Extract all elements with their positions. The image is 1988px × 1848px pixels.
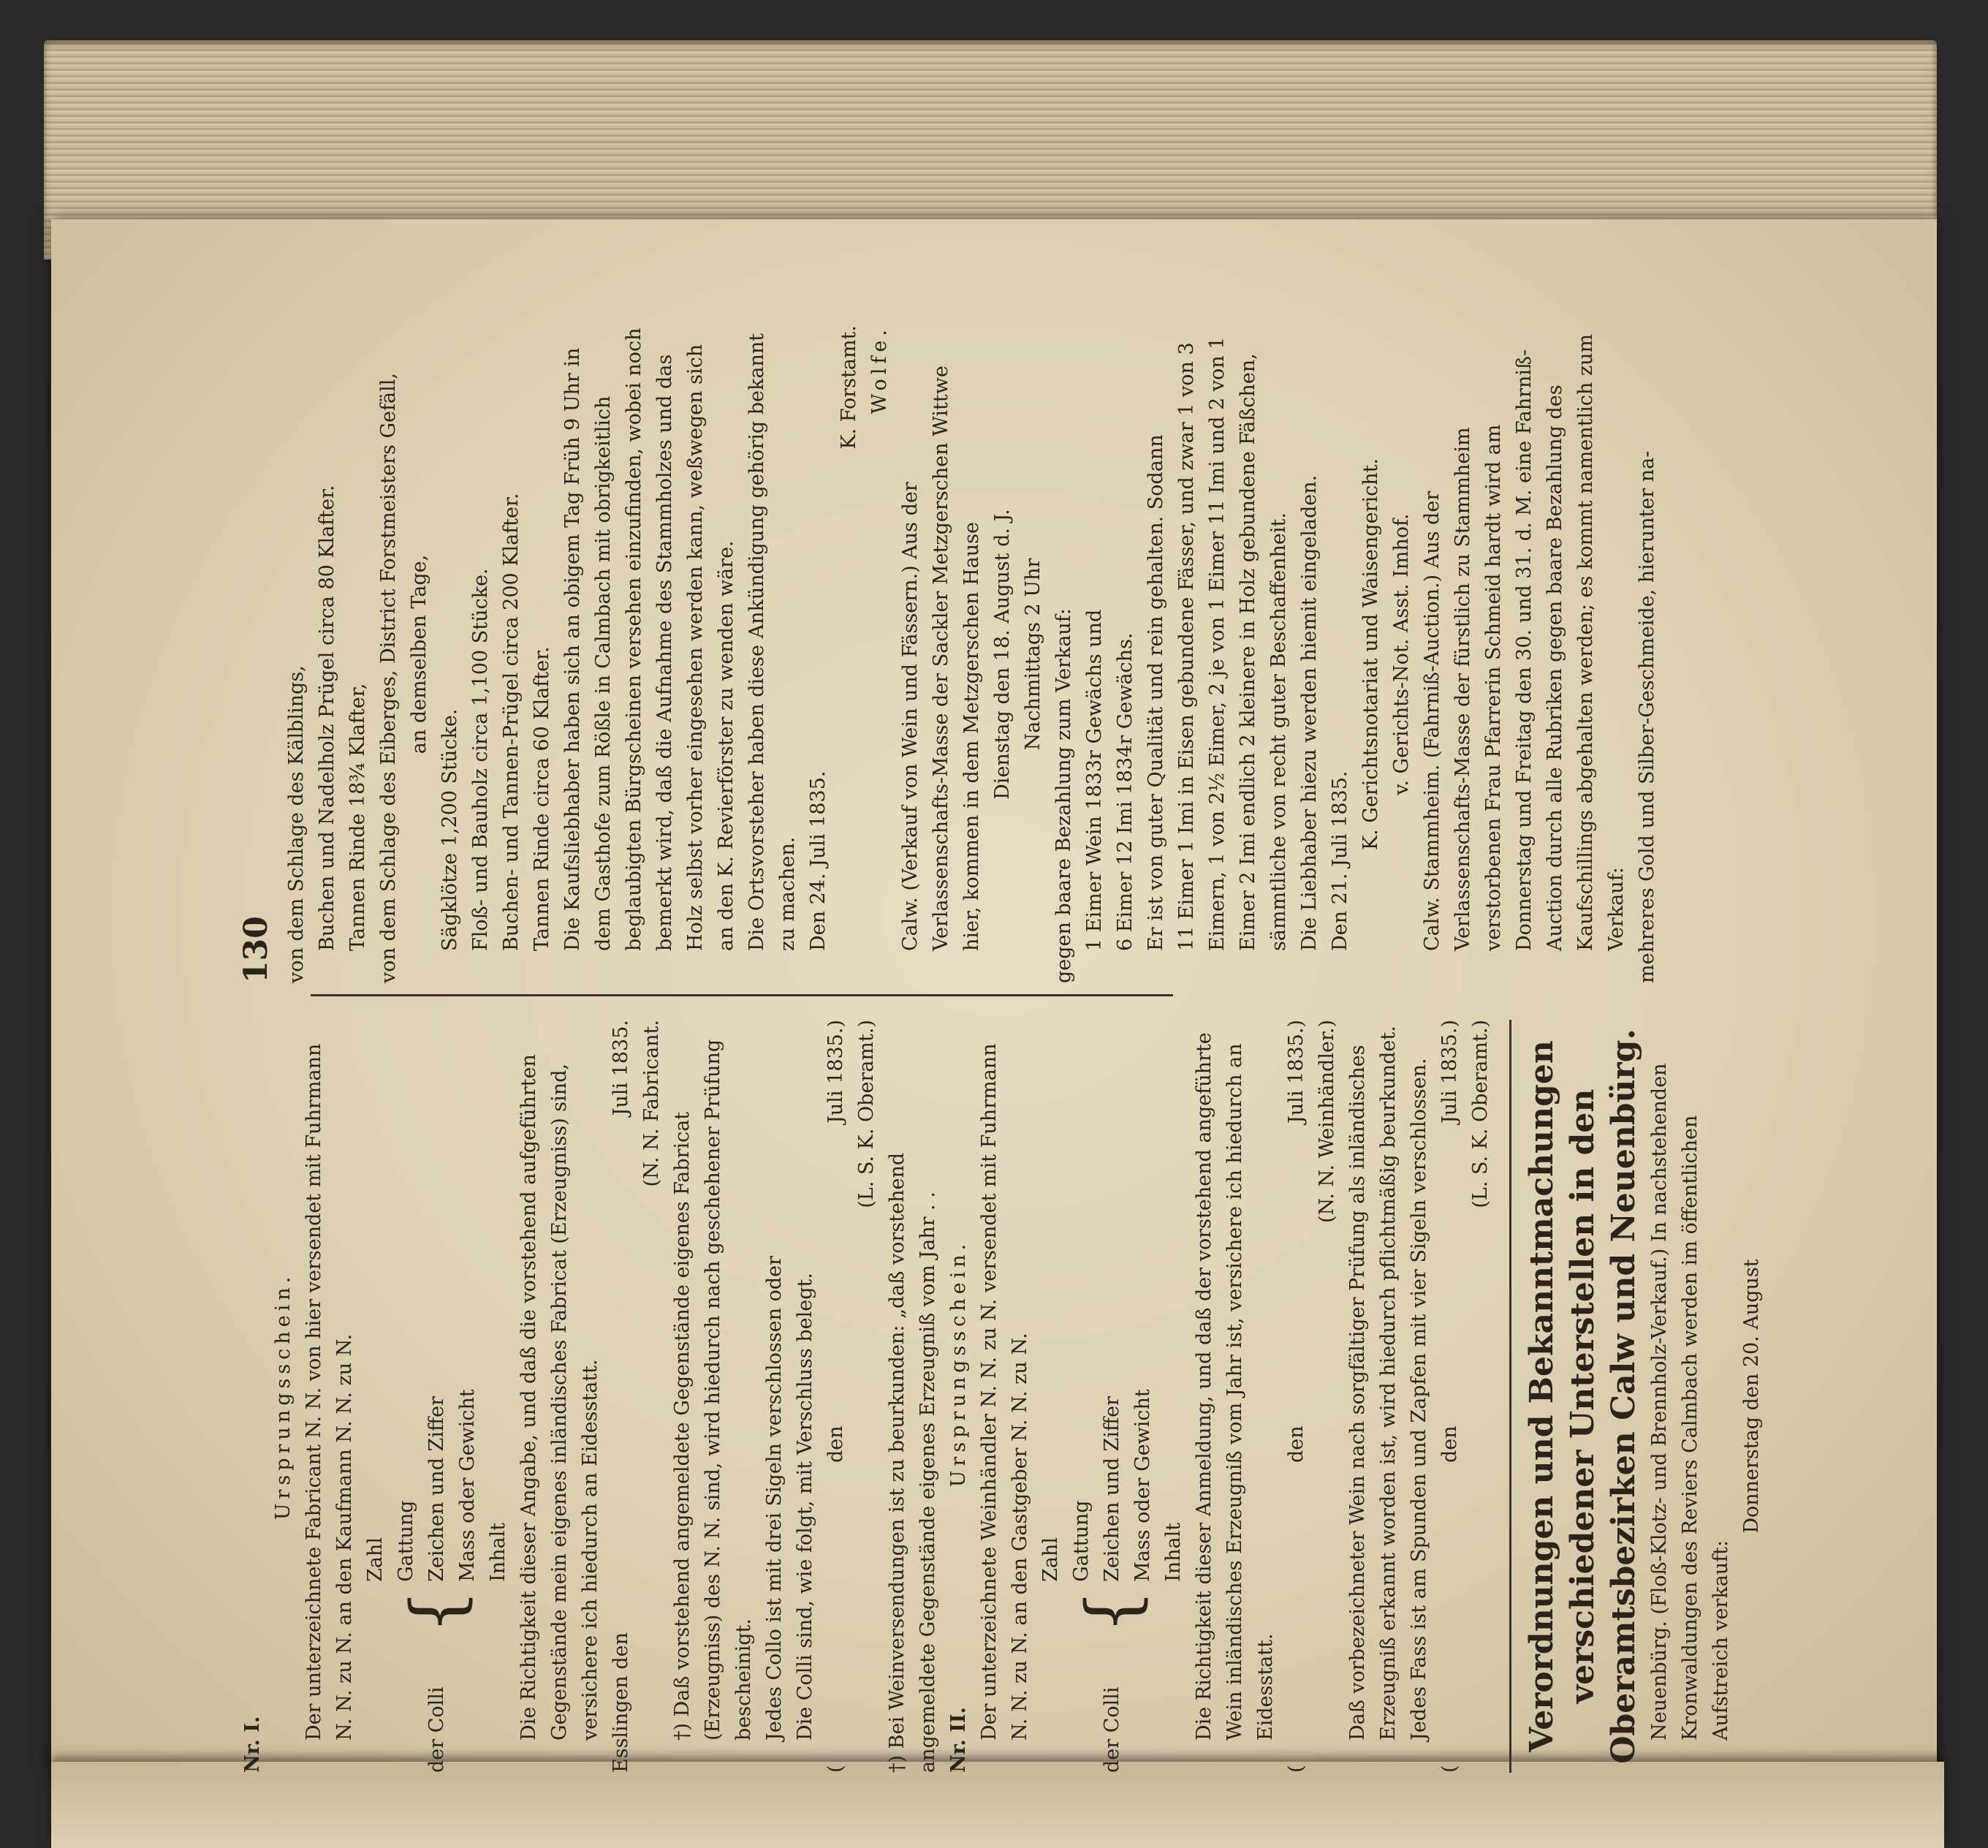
p6: †) Bei Weinversendungen ist zu beurkunden: „daß vorstehend angemeldete Gegenstände eigenes Erzeugniß vom Jahr . . <box>886 1152 939 1773</box>
rotated-page-content <box>238 325 1763 1773</box>
right-column <box>281 325 1658 983</box>
r2: Buchen und Nadelholz Prügel circa 80 Klafter. <box>316 485 338 951</box>
date2: Juli 1835.) <box>824 1020 847 1124</box>
date1: Juli 1835. <box>610 1020 632 1116</box>
sig2: (N. N. Weinhändler.) <box>1316 1020 1338 1224</box>
date-row-2: ( den Juli 1835.) <box>821 1020 851 1773</box>
r21: Er ist von guter Qualität und rein gehalten. Sodann <box>1145 434 1167 951</box>
brace-glyph: { <box>396 1588 478 1634</box>
nr2: Nr. II. <box>947 1707 970 1773</box>
r8: Buchen- und Tannen-Prügel circa 200 Klafter. <box>500 493 523 951</box>
r28: mehreres Gold und Silber-Geschmeide, hierunter na- <box>1636 450 1658 983</box>
r13: K. Forstamt. <box>838 325 860 450</box>
den: den <box>824 1425 847 1463</box>
p1: Der unterzeichnete Fabricant N. N. von hier versendet mit Fuhrmann N. N. zu N. an den Kaufmann N. N. zu N. <box>303 1043 356 1741</box>
section-heading: Verordnungen und Bekanntmachungen verschiedener Unterstellen in den Oberamtsbezirken Calw und Neuenbürg. <box>1523 1029 1642 1764</box>
column-divider <box>311 994 1173 996</box>
p4: Jedes Collo ist mit drei Sigeln verschlossen oder <box>763 1256 786 1741</box>
r5: an demselben Tage, <box>408 554 430 754</box>
r19: 1 Eimer Wein 1833r Gewächs und <box>1083 609 1106 951</box>
r9: Tannen Rinde circa 60 Klafter. <box>531 646 553 951</box>
r24: Den 21. Juli 1835. <box>1329 770 1351 951</box>
r20: 6 Eimer 12 Imi 1834r Gewächs. <box>1114 632 1137 951</box>
next-page-edge <box>51 1762 1944 1848</box>
p12: Donnerstag den 20. August <box>1740 1259 1763 1534</box>
r17: Nachmittags 2 Uhr <box>1022 558 1044 751</box>
section-rule <box>1509 1020 1511 1773</box>
colli-items-2 <box>1036 1389 1189 1582</box>
r1: von dem Schlage des Kälblings, <box>285 665 308 983</box>
nr1: Nr. I. <box>241 1716 264 1773</box>
date3: Juli 1835.) <box>1285 1020 1308 1124</box>
colli-item: Inhalt <box>487 1522 509 1582</box>
r12: Den 24. Juli 1835. <box>807 770 830 951</box>
seal2: (L. S. K. Oberamt.) <box>1469 1020 1492 1208</box>
colli-item: Zahl <box>1039 1537 1062 1582</box>
p10: Jedes Fass ist am Spunden und Zapfen mit vier Sigeln verschlossen. <box>1408 1058 1430 1741</box>
colli-block-1 <box>360 1020 514 1773</box>
p5: Die Colli sind, wie folgt, mit Verschluss belegt. <box>794 1273 816 1741</box>
r23: Die Liebhaber hiezu werden hiemit eingeladen. <box>1298 474 1321 951</box>
r4: von dem Schlage des Eiberges, District Forstmeisters Gefäll, <box>377 373 400 983</box>
colli-item: Mass oder Gewicht <box>1131 1389 1154 1582</box>
r27: Calw. Stammheim. (Fahrniß-Auction.) Aus der Verlassenschafts-Masse der fürstlich zu Stammheim verstorbenen Frau Pfarrerin Schmeid hardt wird am Donnerstag und Freitag den 30. und 31. d. M. eine Fahrniß-Auction durch alle Rubriken gegen baare Bezahlung des Kaufschillings abgehalten werden; es kommt namentlich zum Verkauf: <box>1421 333 1628 951</box>
colli-label: der Colli <box>425 1686 448 1773</box>
date-row-1 <box>606 1020 637 1773</box>
colli-item: Zahl <box>364 1537 387 1582</box>
title1: Ursprungsschein. <box>272 1272 295 1521</box>
colli-item: Gattung <box>395 1500 417 1582</box>
p3: †) Daß vorstehend angemeldete Gegenstände eigenes Fabricat (Erzeugniss) des N. N. sind, wird hiedurch nach geschehener Prüfung bescheinigt. <box>671 1039 755 1741</box>
left-column <box>238 1005 1763 1773</box>
p2: Die Richtigkeit dieser Angabe, und daß die vorstehend aufgeführten Gegenstände mein eigenes inländisches Fabricat (Erzeugniss) sind, versichere ich hiedurch an Eidesstatt. <box>517 1054 602 1741</box>
colli-item: Zeichen und Ziffer <box>1101 1396 1123 1582</box>
colli-item: Zeichen und Ziffer <box>425 1396 448 1582</box>
r18: gegen baare Bezahlung zum Verkauf: <box>1052 608 1075 983</box>
colli-item: Gattung <box>1070 1500 1093 1582</box>
colli-item: Inhalt <box>1162 1522 1185 1582</box>
seal1: (L. S. K. Oberamt.) <box>855 1020 878 1208</box>
date-row-3: ( den Juli 1835.) <box>1281 1020 1312 1773</box>
date-row-4: ( den Juli 1835.) <box>1435 1020 1465 1773</box>
colli-item: Mass oder Gewicht <box>456 1389 479 1582</box>
brace-glyph-2: { <box>1071 1588 1153 1634</box>
den3: den <box>1438 1425 1461 1463</box>
title2: Ursprungsschein. <box>947 1239 970 1488</box>
colli-items-1 <box>360 1389 514 1582</box>
heading-row-2 <box>944 1020 974 1773</box>
r10: Die Kaufsliebhaber haben sich an obigem Tag Früh 9 Uhr in dem Gasthofe zum Rößle in Calmbach mit obrigkeitlich beglaubigten Bürgscheinen versehen einzufinden, wobei noch bemerkt wird, daß die Aufnahme des Stammholzes und das Holz selbst vorher eingesehen werden kann, weßwegen sich an den K. Revierförster zu wenden wäre. <box>561 327 737 951</box>
r25: K. Gerichtsnotariat und Waisengericht. <box>1359 458 1382 851</box>
colli-block-2 <box>1036 1020 1189 1773</box>
p9: Daß vorbezeichneter Wein nach sorgfältiger Prüfung als inländisches Erzeugniß erkannt worden ist, wird hiedurch pflichtmäßig beurkundet. <box>1346 1026 1400 1741</box>
place: Esslingen den <box>610 1632 632 1773</box>
r26: v. Gerichts-Not. Asst. Imhof. <box>1390 513 1413 795</box>
date4: Juli 1835.) <box>1438 1020 1461 1124</box>
sig1: (N. N. Fabricant. <box>640 1020 663 1187</box>
p11: Neuenbürg. (Floß-Klotz- und Brennholz-Verkauf.) In nachstehenden Kronwaldungen des Reviers Calmbach werden im öffentlichen Aufstreich verkauft: <box>1648 1063 1732 1741</box>
p7: Der unterzeichnete Weinhändler N. N. zu N. versendet mit Fuhrmann N. N. zu N. an den Gastgeber N. N. zu N. <box>978 1043 1031 1741</box>
page-number: 130 <box>238 916 275 983</box>
colli-label-2: der Colli <box>1101 1686 1123 1773</box>
r7: Floß- und Bauholz circa 1,100 Stücke. <box>469 568 492 951</box>
r11: Die Ortsvorsteher haben diese Ankündigung gehörig bekannt zu machen. <box>746 333 799 951</box>
r15: Calw. (Verkauf von Wein und Fässern.) Aus der Verlassenschafts-Masse der Sackler Metzgerschen Wittwe hier, kommen in dem Metzgerschen Hause <box>899 366 983 951</box>
r6: Sägklötze 1,200 Stücke. <box>439 708 461 951</box>
r22: 11 Eimer 1 Imi in Eisen gebundene Fässer, und zwar 1 von 3 Eimern, 1 von 2½ Eimer, 2 je von 1 Eimer 11 Imi und 2 von 1 Eimer 2 Imi endlich 2 kleinere in Holz gebundene Fäßchen, sämmtliche von recht guter Beschaffenheit. <box>1175 336 1290 951</box>
r3: Tannen Rinde 18¾ Klafter, <box>346 683 369 951</box>
den2: den <box>1285 1425 1308 1463</box>
p8: Die Richtigkeit dieser Anmeldung, und daß der vorstehend angeführte Wein inländisches Erzeugniß vom Jahr ist, versichere ich hiedurch an Eidesstatt. <box>1193 1032 1277 1741</box>
r14: Wolfe. <box>868 325 891 414</box>
r16: Dienstag den 18. August d. J. <box>991 509 1014 800</box>
